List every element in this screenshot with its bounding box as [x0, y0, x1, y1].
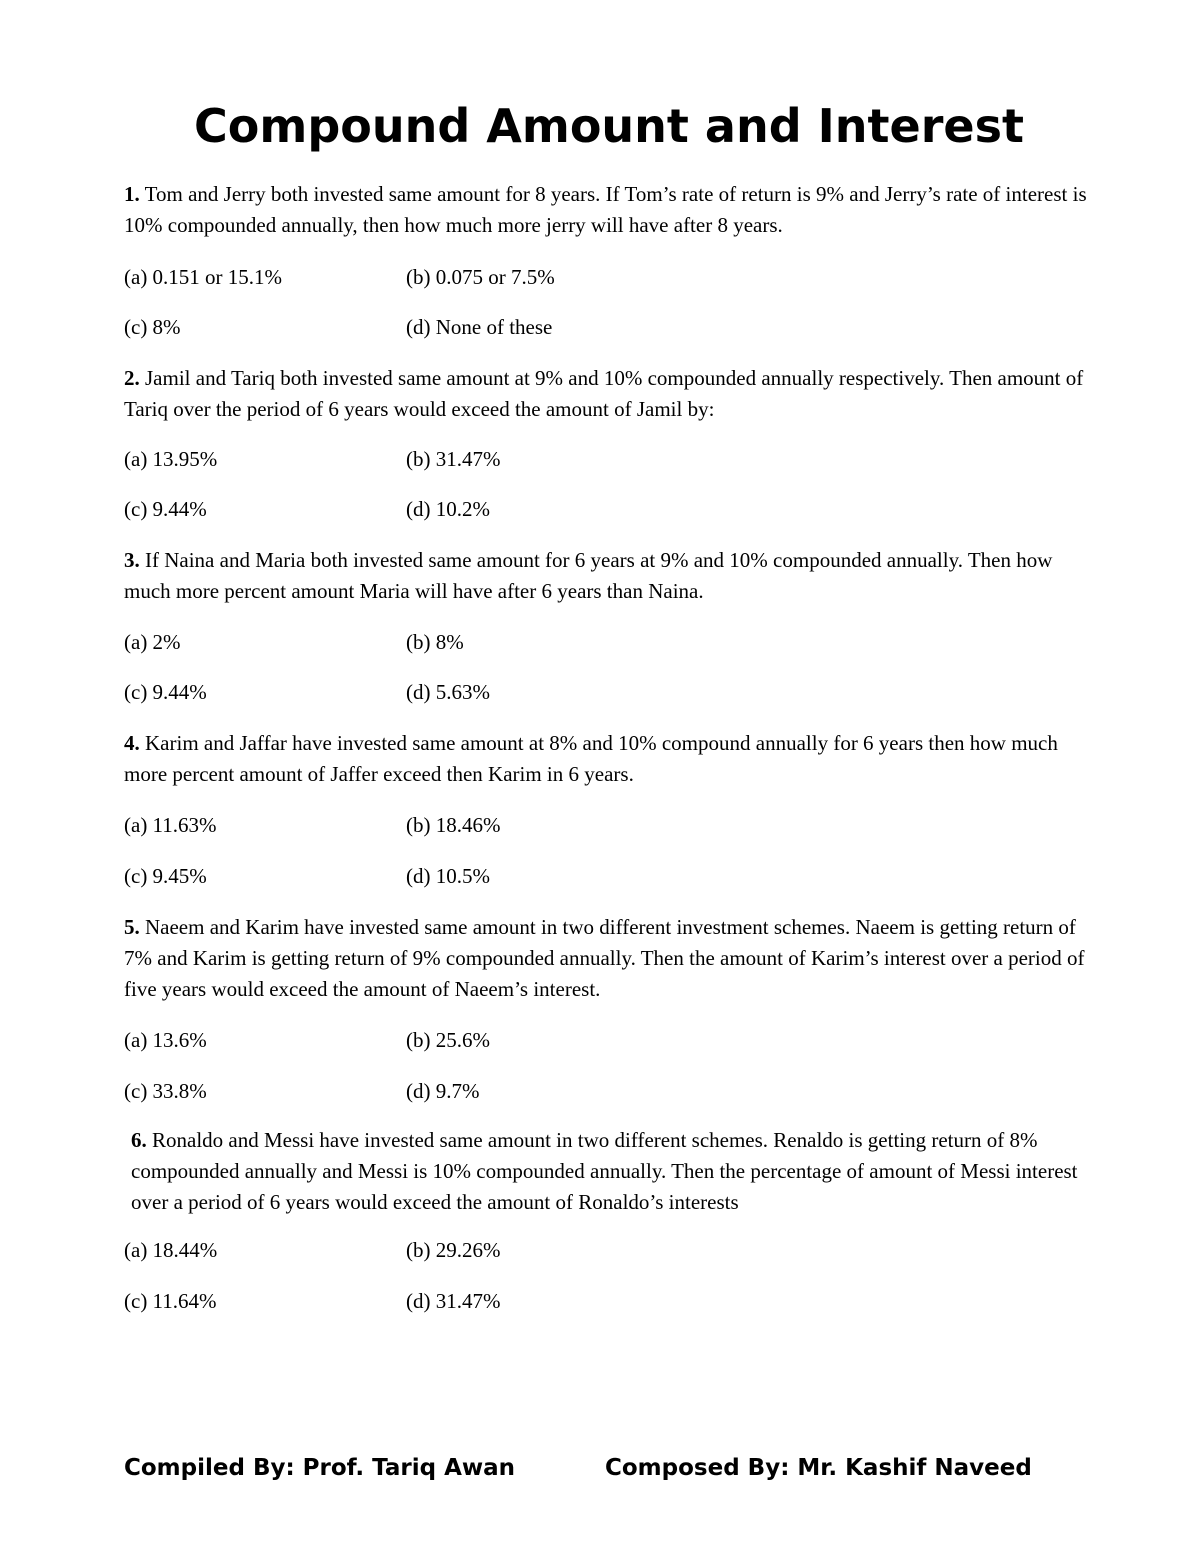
page-title: Compound Amount and Interest — [194, 99, 1024, 153]
option-c: (c) 33.8% — [124, 1079, 207, 1103]
question-number: 6. — [131, 1128, 147, 1152]
option-a: (a) 2% — [124, 630, 181, 654]
question-number: 4. — [124, 731, 140, 755]
question-text: Karim and Jaffar have invested same amount at 8% and 10% compound annually for 6 years then how much more percent amount of Jaffer exceed then Karim in 6 years. — [124, 731, 1058, 786]
option-a: (a) 13.6% — [124, 1028, 207, 1052]
option-a: (a) 18.44% — [124, 1238, 218, 1262]
option-d: (d) 10.2% — [406, 497, 490, 521]
question-text: Ronaldo and Messi have invested same amount in two different schemes. Renaldo is getting return of 8% compounded annually and Messi is 10% compounded annually. Then the percentage of amount of Messi interest over a period of 6 years would exceed the amount of Ronaldo’s interests — [131, 1128, 1078, 1214]
option-d: (d) None of these — [406, 315, 553, 339]
question-text: Tom and Jerry both invested same amount for 8 years. If Tom’s rate of return is 9% and Jerry’s rate of interest is 10% compounded annually, then how much more jerry will have after 8 years. — [124, 182, 1087, 237]
option-c: (c) 9.44% — [124, 497, 207, 521]
option-d: (d) 31.47% — [406, 1289, 501, 1313]
option-a: (a) 0.151 or 15.1% — [124, 265, 283, 289]
option-c: (c) 9.44% — [124, 680, 207, 704]
question-1 — [124, 179, 1104, 241]
option-c: (c) 11.64% — [124, 1289, 217, 1313]
question-number: 3. — [124, 548, 140, 572]
option-c: (c) 9.45% — [124, 864, 207, 888]
option-b: (b) 31.47% — [406, 447, 501, 471]
option-d: (d) 9.7% — [406, 1079, 480, 1103]
question-6 — [131, 1125, 1111, 1218]
option-b: (b) 8% — [406, 630, 464, 654]
question-text: If Naina and Maria both invested same amount for 6 years at 9% and 10% compounded annually. Then how much more percent amount Maria will have after 6 years than Naina. — [124, 548, 1053, 603]
question-number: 2. — [124, 366, 140, 390]
option-a: (a) 11.63% — [124, 813, 217, 837]
composed-by: Composed By: Mr. Kashif Naveed — [605, 1455, 1032, 1481]
option-c: (c) 8% — [124, 315, 181, 339]
option-b: (b) 29.26% — [406, 1238, 501, 1262]
option-a: (a) 13.95% — [124, 447, 218, 471]
question-3 — [124, 545, 1104, 607]
option-b: (b) 25.6% — [406, 1028, 490, 1052]
question-text: Jamil and Tariq both invested same amount at 9% and 10% compounded annually respectively. Then amount of Tariq over the period of 6 years would exceed the amount of Jamil by: — [124, 366, 1084, 421]
question-2 — [124, 363, 1104, 425]
question-5 — [124, 912, 1104, 1005]
question-number: 5. — [124, 915, 140, 939]
option-d: (d) 10.5% — [406, 864, 490, 888]
question-text: Naeem and Karim have invested same amount in two different investment schemes. Naeem is getting return of 7% and Karim is getting return of 9% compounded annually. Then the amount of Karim’s interest over a period of five years would exceed the amount of Naeem’s interest. — [124, 915, 1085, 1001]
option-b: (b) 0.075 or 7.5% — [406, 265, 555, 289]
compiled-by: Compiled By: Prof. Tariq Awan — [124, 1455, 516, 1481]
option-d: (d) 5.63% — [406, 680, 490, 704]
option-b: (b) 18.46% — [406, 813, 501, 837]
question-4 — [124, 728, 1104, 790]
question-number: 1. — [124, 182, 140, 206]
